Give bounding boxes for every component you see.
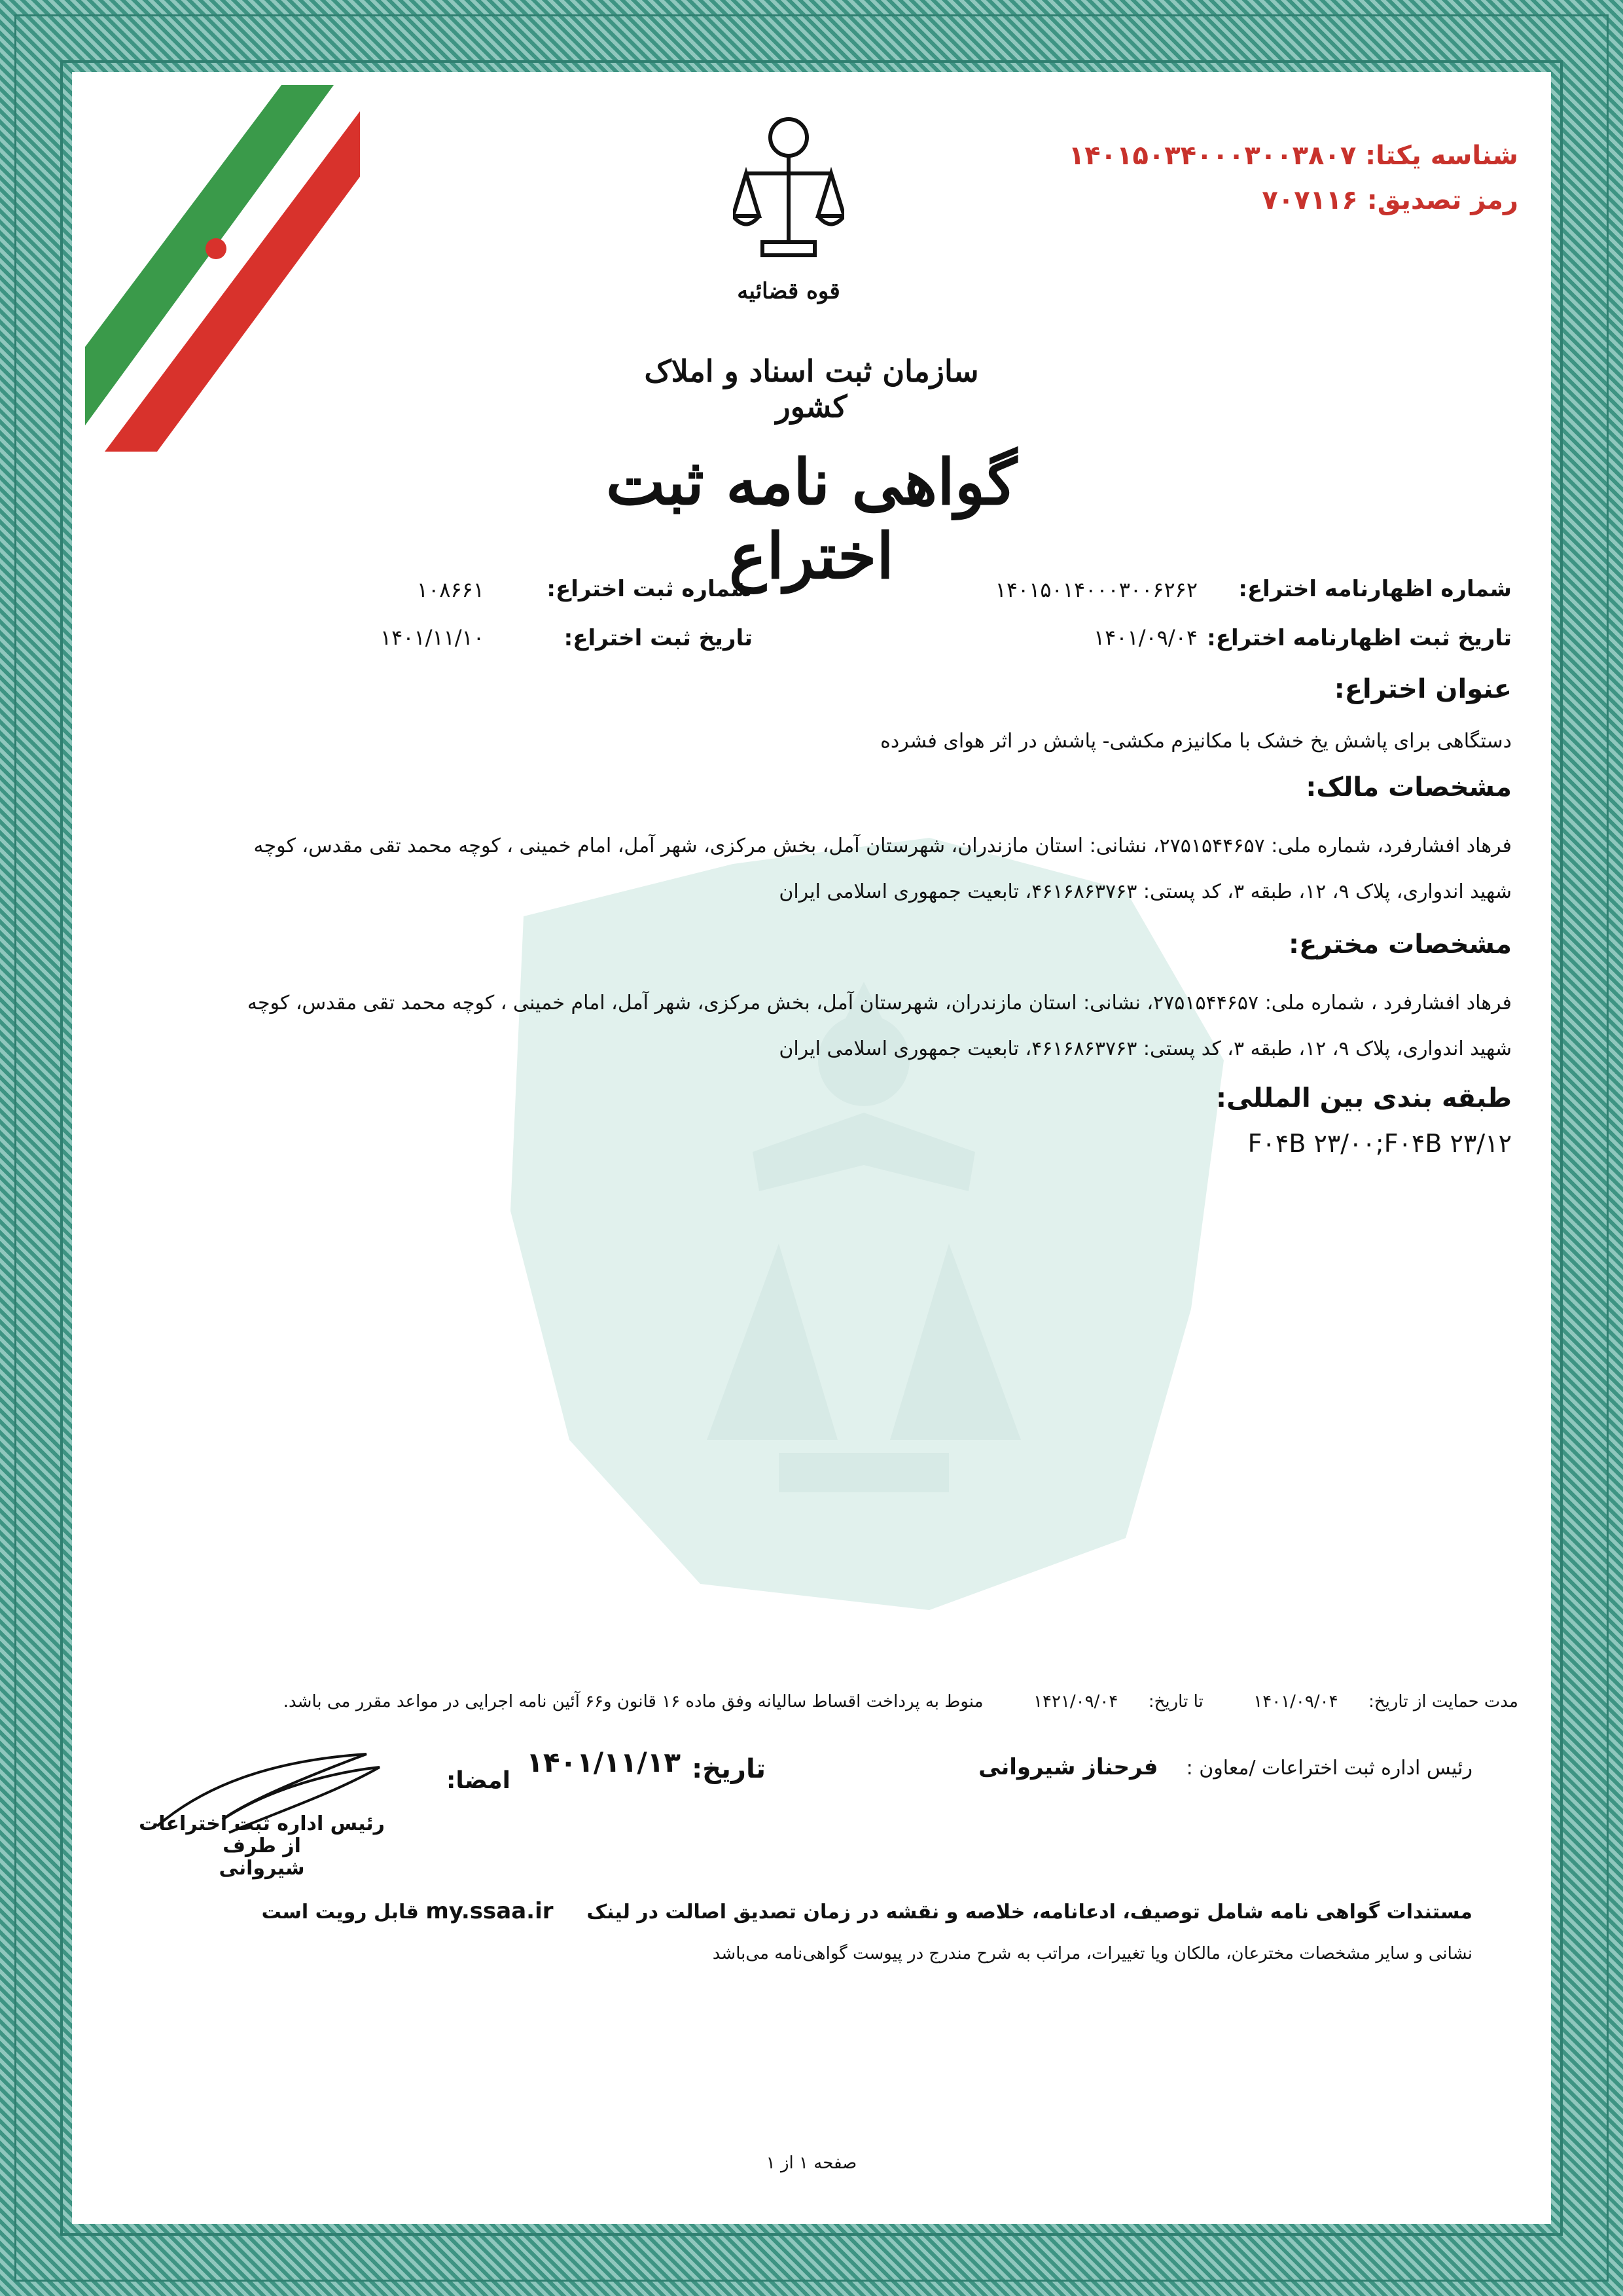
signature-stamp xyxy=(137,1813,386,1880)
inventor-heading: مشخصات مخترع: xyxy=(1289,929,1512,960)
verify-code-row xyxy=(1262,185,1518,215)
unique-id-label: شناسه یکتا: xyxy=(1365,141,1518,171)
invention-title-text: دستگاهی برای پاشش یخ خشک با مکانیزم مکشی- پاشش در اثر هوای فشرده xyxy=(880,730,1512,753)
inventor-line-1: فرهاد افشارفرد ، شماره ملی: ۲۷۵۱۵۴۴۶۵۷، نشانی: استان مازندران، شهرستان آمل، بخش مرکزی، شهر آمل، امام خمینی ، کوچه محمد تقی مقدس، کوچه xyxy=(247,992,1512,1014)
protection-period-row xyxy=(283,1692,1518,1712)
declaration-number: ۱۴۰۱۵۰۱۴۰۰۰۳۰۰۶۲۶۲ xyxy=(995,577,1198,602)
registration-date: ۱۴۰۱/۱۱/۱۰ xyxy=(380,625,484,650)
verify-code-label: رمز تصدیق: xyxy=(1366,185,1518,215)
registration-number-label: شماره ثبت اختراع: xyxy=(546,576,753,602)
ssaa-link[interactable]: my.ssaa.ir xyxy=(425,1898,554,1924)
ipc-value: F۰۴B ۲۳/۰۰;F۰۴B ۲۳/۱۲ xyxy=(1247,1129,1512,1158)
declaration-date-label: تاریخ ثبت اظهارنامه اختراع: xyxy=(1207,625,1512,651)
protection-condition: منوط به پرداخت اقساط سالیانه وفق ماده ۱۶ قانون و۶۶ آئین نامه اجرایی در مواعد مقرر می باشد. xyxy=(283,1692,984,1712)
owner-line-2: شهید اندواری، پلاک ۹، ۱۲، طبقه ۳، کد پستی: ۴۶۱۶۸۶۳۷۶۳، تابعیت جمهوری اسلامی ایران xyxy=(779,880,1512,903)
signature-date: ۱۴۰۱/۱۱/۱۳ xyxy=(526,1746,681,1778)
unique-id-row xyxy=(1069,141,1518,171)
signature-date-label: تاریخ: xyxy=(692,1754,766,1784)
ipc-heading: طبقه بندی بین المللی: xyxy=(1216,1083,1512,1113)
protection-from-label: مدت حمایت از تاریخ: xyxy=(1368,1692,1518,1712)
protection-from-date: ۱۴۰۱/۰۹/۰۴ xyxy=(1253,1692,1338,1712)
owner-heading: مشخصات مالک: xyxy=(1306,772,1512,802)
sign-label: امضا: xyxy=(446,1767,510,1794)
unique-id-value: ۱۴۰۱۵۰۳۴۰۰۰۳۰۰۳۸۰۷ xyxy=(1068,141,1357,171)
watermark-emblem-icon xyxy=(471,785,1257,1636)
protection-to-date: ۱۴۲۱/۰۹/۰۴ xyxy=(1033,1692,1118,1712)
docs-note xyxy=(262,1898,1472,1924)
invention-title-heading: عنوان اختراع: xyxy=(1334,674,1512,704)
owner-line-1: فرهاد افشارفرد، شماره ملی: ۲۷۵۱۵۴۴۶۵۷، نشانی: استان مازندران، شهرستان آمل، بخش مرکزی، شهر آمل، امام خمینی ، کوچه محمد تقی مقدس، کوچه xyxy=(253,834,1512,857)
stamp-line-1: رئیس اداره ثبت اختراعات xyxy=(139,1812,385,1835)
iran-flag-ribbon-icon xyxy=(85,85,360,452)
registration-date-label: تاریخ ثبت اختراع: xyxy=(563,625,753,651)
verify-code-value: ۷۰۷۱۱۶ xyxy=(1262,185,1358,215)
stamp-line-3: شیروانی xyxy=(219,1857,305,1880)
official-title: رئیس اداره ثبت اختراعات /معاون : xyxy=(1186,1757,1472,1780)
changes-note: نشانی و سایر مشخصات مخترعان، مالکان ویا تغییرات، مراتب به شرح مندرج در پیوست گواهی‌نامه می‌باشد xyxy=(712,1944,1472,1964)
judiciary-label: قوه قضائیه xyxy=(737,278,840,304)
registration-number: ۱۰۸۶۶۱ xyxy=(416,577,484,602)
declaration-number-label: شماره اظهارنامه اختراع: xyxy=(1238,576,1512,602)
stamp-line-2: از طرف xyxy=(223,1835,301,1857)
flag-emblem-icon xyxy=(205,238,226,259)
declaration-date: ۱۴۰۱/۰۹/۰۴ xyxy=(1093,625,1198,650)
organization-name: سازمان ثبت اسناد و املاک کشور xyxy=(644,353,979,424)
judiciary-scales-icon xyxy=(733,111,844,281)
docs-note-prefix: مستندات گواهی نامه شامل توصیف، ادعانامه، خلاصه و نقشه در زمان تصدیق اصالت در لینک xyxy=(586,1901,1472,1924)
official-name: فرحناز شیروانی xyxy=(978,1754,1158,1780)
inventor-line-2: شهید اندواری، پلاک ۹، ۱۲، طبقه ۳، کد پستی: ۴۶۱۶۸۶۳۷۶۳، تابعیت جمهوری اسلامی ایران xyxy=(779,1037,1512,1060)
certificate-title: گواهی نامه ثبت اختراع xyxy=(605,445,1018,593)
protection-to-label: تا تاریخ: xyxy=(1148,1692,1204,1712)
official-row xyxy=(978,1754,1472,1780)
docs-note-suffix: قابل رویت است xyxy=(261,1901,419,1924)
page-number: صفحه ۱ از ۱ xyxy=(766,2153,857,2173)
